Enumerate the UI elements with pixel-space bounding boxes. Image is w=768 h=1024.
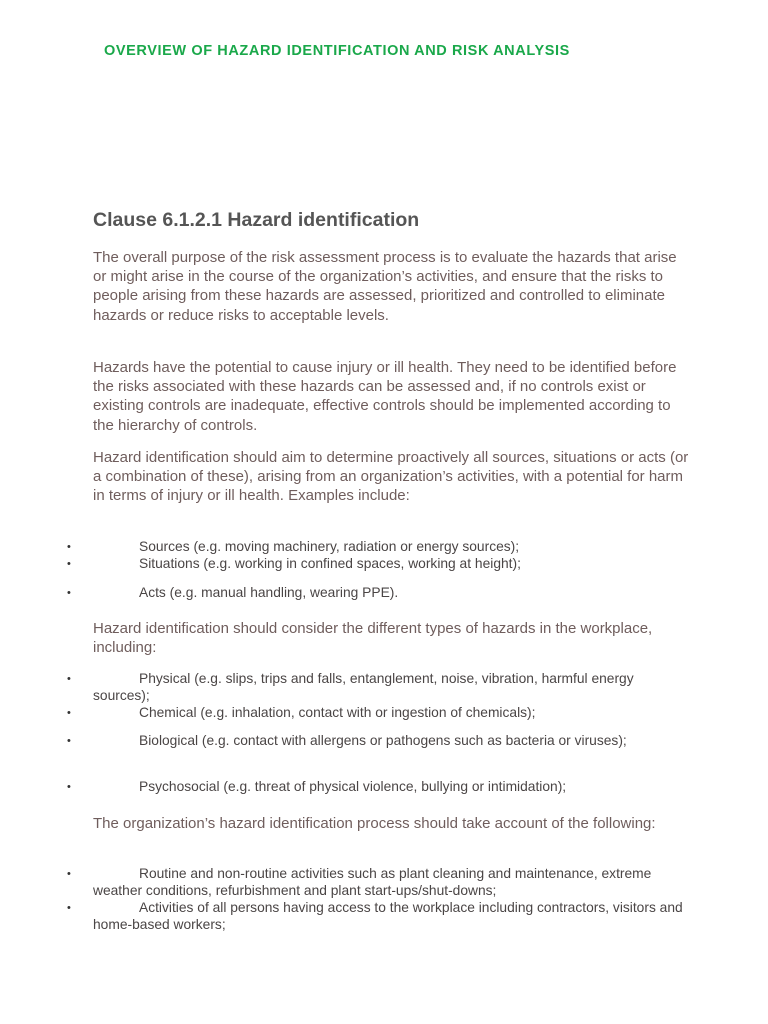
clause-heading: Clause 6.1.2.1 Hazard identification	[93, 209, 420, 231]
bullet-icon: •	[67, 781, 71, 793]
list-item-text: Chemical (e.g. inhalation, contact with or ingestion of chemicals);	[139, 705, 536, 720]
list-item-text: Physical (e.g. slips, trips and falls, entanglement, noise, vibration, harmful energy sources);	[93, 671, 634, 703]
list-item-text: Psychosocial (e.g. threat of physical violence, bullying or intimidation);	[139, 779, 567, 794]
bullet-icon: •	[67, 673, 71, 685]
paragraph-identification-aim: Hazard identification should aim to determine proactively all sources, situations or acts (or a combination of these), arising from an organization’s activities, with a potential for harm in terms of injury or ill health. Examples include:	[93, 449, 689, 505]
list-item-text: Situations (e.g. working in confined spaces, working at height);	[139, 556, 521, 571]
list-item-text: Sources (e.g. moving machinery, radiation or energy sources);	[139, 539, 520, 554]
bullet-icon: •	[67, 707, 71, 719]
paragraph-purpose: The overall purpose of the risk assessment process is to evaluate the hazards that arise or might arise in the course of the organization’s activities, and ensure that the risks to people arising from these hazards are assessed, prioritized and controlled to eliminate hazards or reduce risks to acceptable levels.	[93, 249, 677, 324]
paragraph-process: The organization’s hazard identification process should take account of the following:	[93, 815, 656, 832]
bullet-icon: •	[67, 558, 71, 570]
document-title: OVERVIEW OF HAZARD IDENTIFICATION AND RISK ANALYSIS	[104, 43, 570, 59]
list-item-text: Acts (e.g. manual handling, wearing PPE).	[139, 585, 399, 600]
bullet-icon: •	[67, 902, 71, 914]
list-item-text: Routine and non-routine activities such as plant cleaning and maintenance, extreme weather conditions, refurbishment and plant start-ups/shut-downs;	[93, 866, 652, 898]
list-item-text: Activities of all persons having access to the workplace including contractors, visitors and home-based workers;	[93, 900, 683, 932]
paragraph-hazards-potential: Hazards have the potential to cause injury or ill health. They need to be identified before the risks associated with these hazards can be assessed and, if no controls exist or existing controls are inadequate, effective controls should be implemented according to the hierarchy of controls.	[93, 359, 677, 434]
list-item-text: Biological (e.g. contact with allergens or pathogens such as bacteria or viruses);	[139, 733, 627, 748]
bullet-icon: •	[67, 868, 71, 880]
bullet-icon: •	[67, 587, 71, 599]
bullet-icon: •	[67, 541, 71, 553]
paragraph-hazard-types: Hazard identification should consider the different types of hazards in the workplace, including:	[93, 620, 653, 657]
bullet-icon: •	[67, 735, 71, 747]
